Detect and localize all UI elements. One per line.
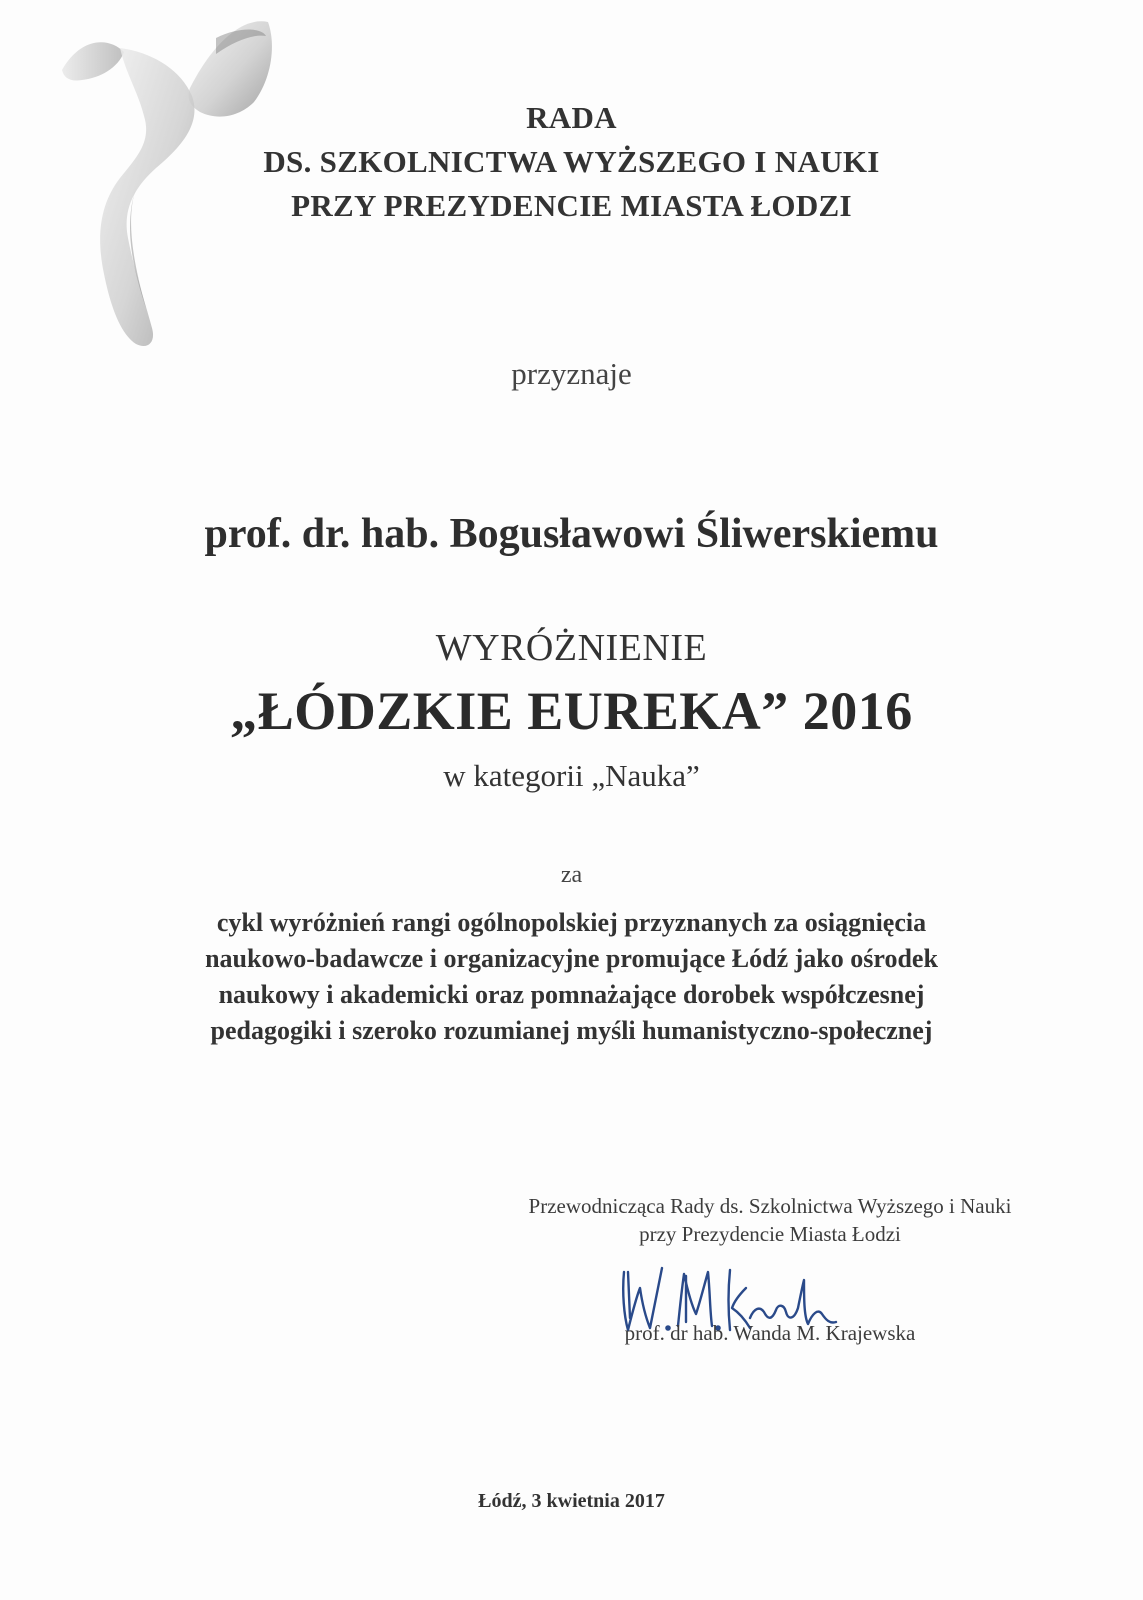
justification-line: naukowo-badawcze i organizacyjne promujące Łódź jako ośrodek	[205, 944, 938, 973]
signatory-role-line-1: Przewodnicząca Rady ds. Szkolnictwa Wyższego i Nauki	[528, 1194, 1012, 1218]
council-header	[0, 96, 1143, 228]
awards-verb: przyznaje	[511, 356, 632, 391]
signatory-role-line-2: przy Prezydencie Miasta Łodzi	[639, 1222, 901, 1246]
award-justification	[60, 905, 1083, 1049]
justification-line: pedagogiki i szeroko rozumianej myśli humanistyczno-społecznej	[210, 1016, 933, 1045]
award-category: w kategorii „Nauka”	[443, 758, 700, 793]
award-name: „ŁÓDZKIE EUREKA” 2016	[230, 681, 913, 741]
for-word: za	[560, 862, 583, 888]
award-title: WYRÓŻNIENIE	[435, 627, 708, 669]
header-line-3: PRZY PREZYDENCIE MIASTA ŁODZI	[291, 188, 852, 223]
justification-line: naukowy i akademicki oraz pomnażające dorobek współczesnej	[218, 980, 925, 1009]
justification-line: cykl wyróżnień rangi ogólnopolskiej przyznanych za osiągnięcia	[216, 908, 927, 937]
recipient-name: prof. dr. hab. Bogusławowi Śliwerskiemu	[204, 511, 939, 557]
place-and-date: Łódź, 3 kwietnia 2017	[478, 1490, 665, 1512]
header-line-2: DS. SZKOLNICTWA WYŻSZEGO I NAUKI	[263, 144, 880, 179]
signatory-role	[470, 1192, 1070, 1248]
header-line-1: RADA	[526, 100, 617, 135]
signatory-name: prof. dr hab. Wanda M. Krajewska	[624, 1321, 916, 1345]
